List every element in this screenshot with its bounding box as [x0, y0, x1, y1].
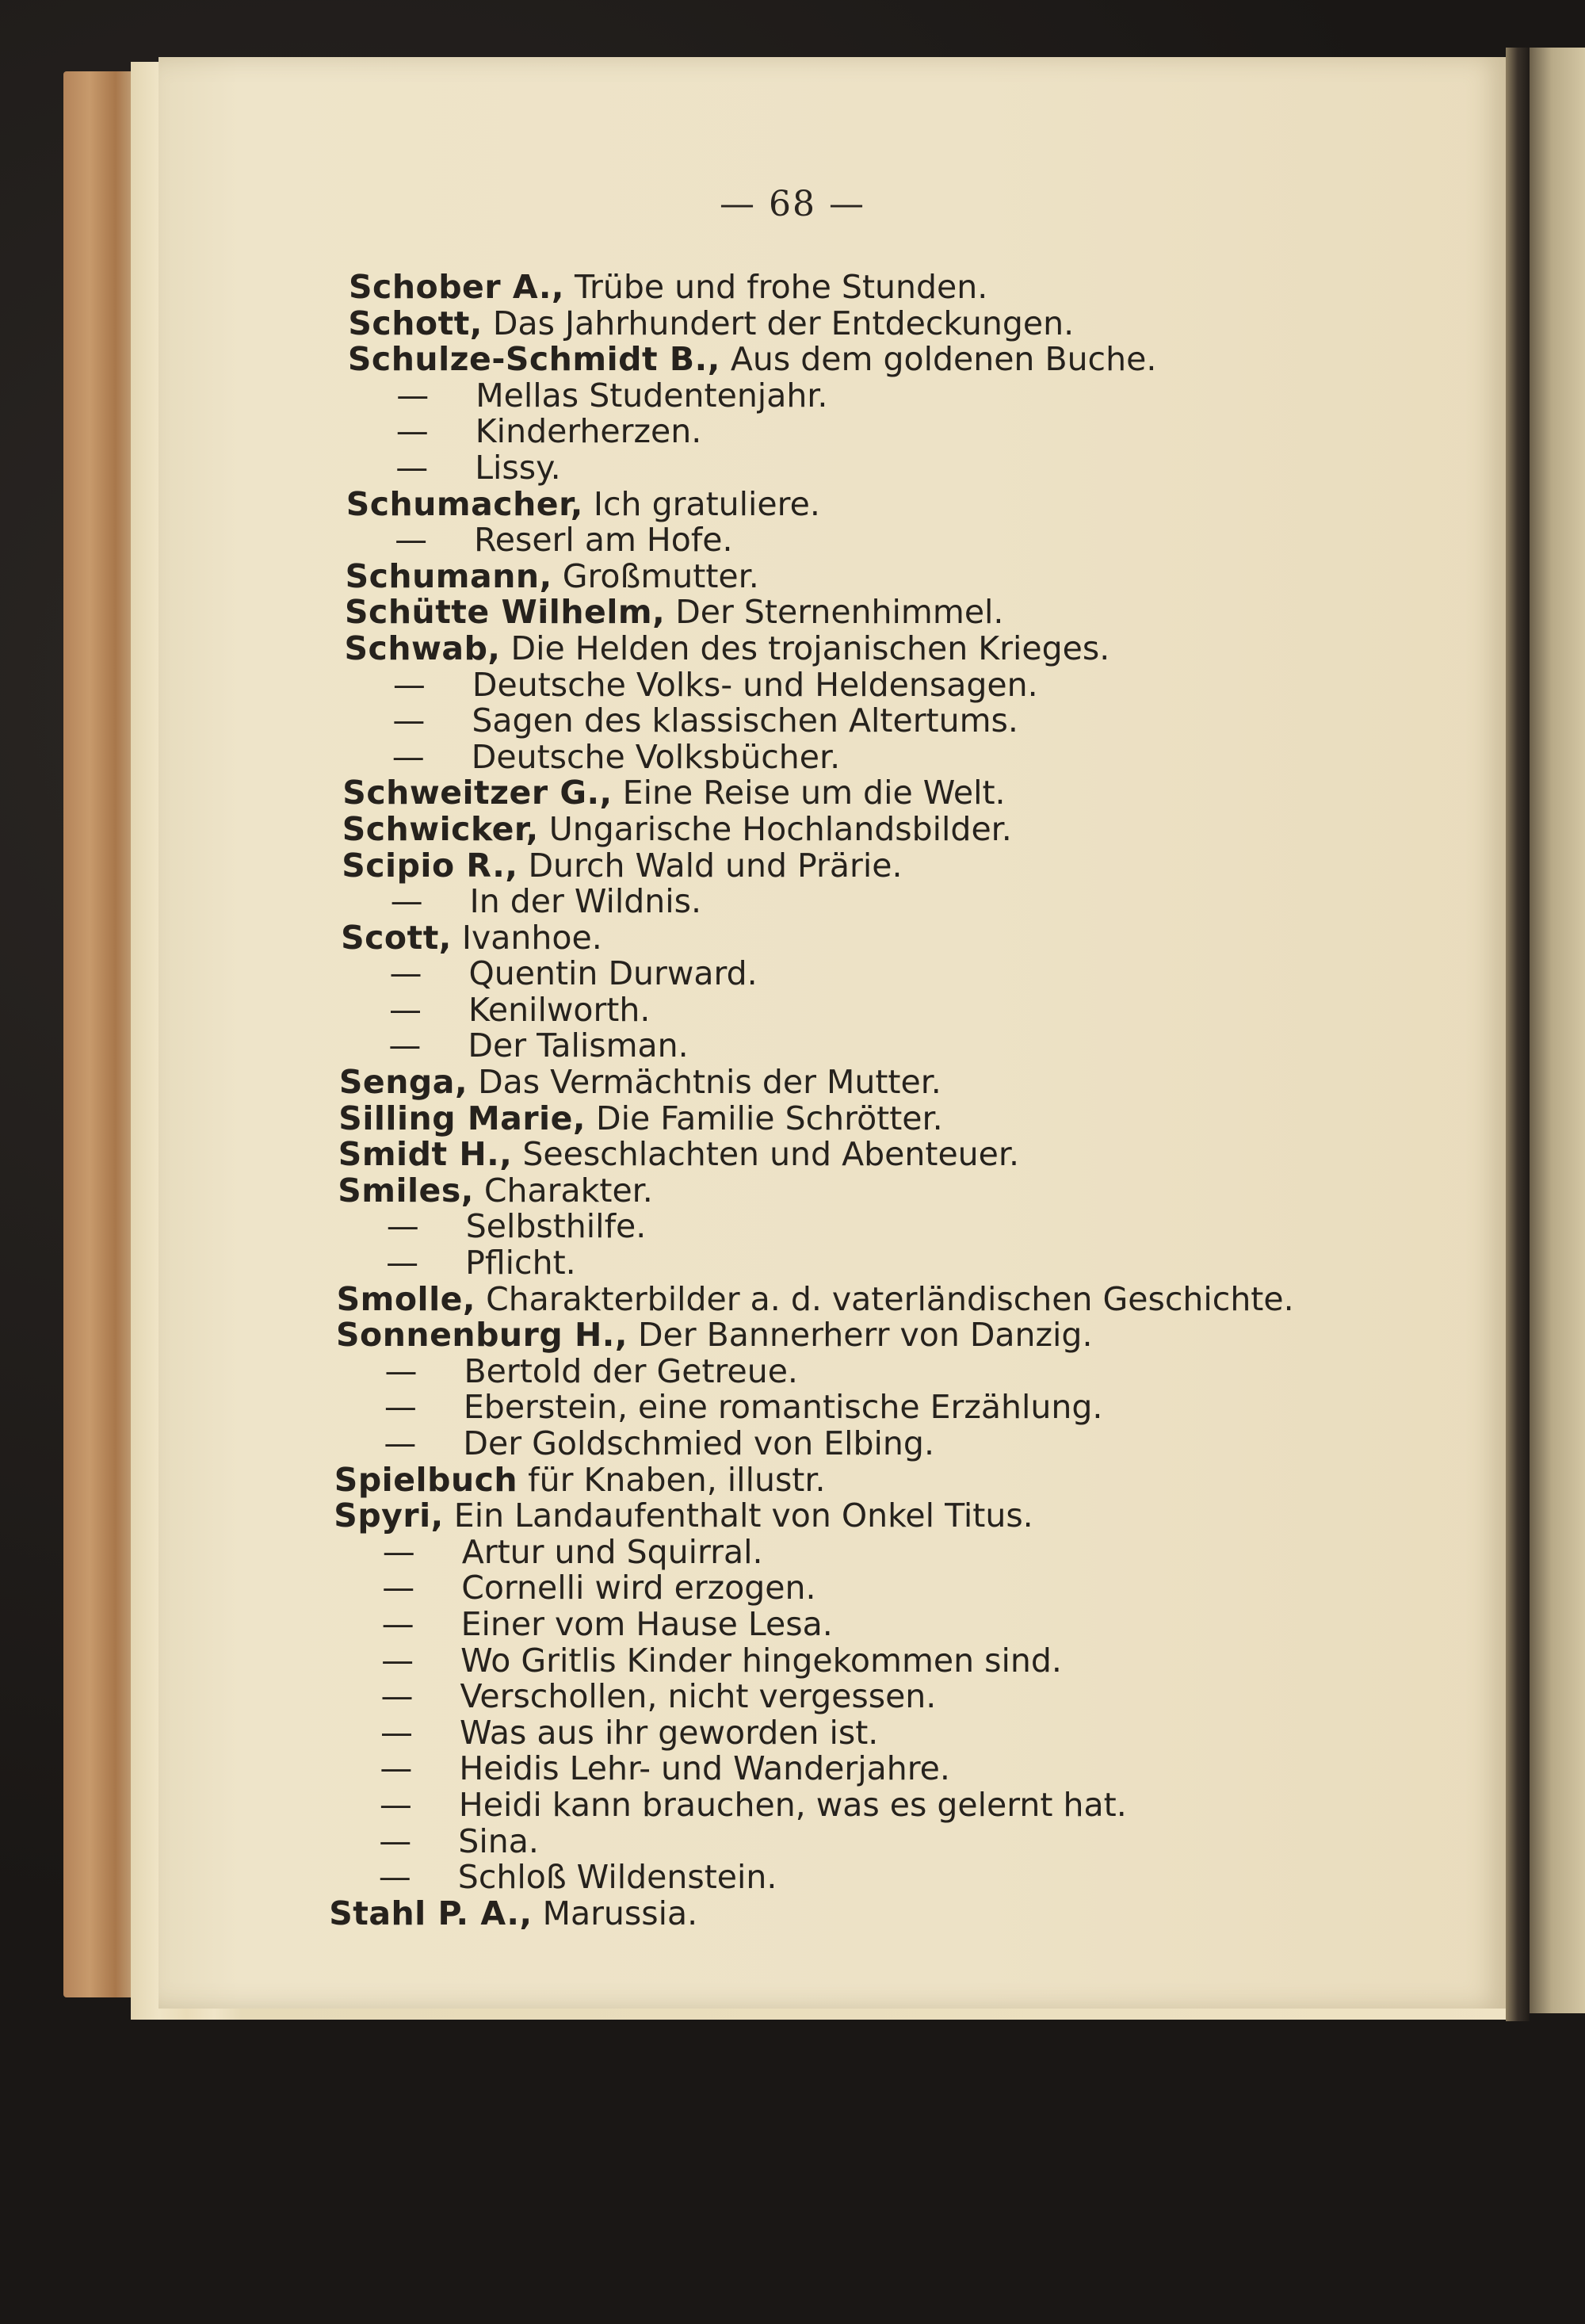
entry-title: Cornelli wird erzogen.	[461, 1569, 816, 1607]
entry-title: Ivanhoe.	[461, 918, 602, 957]
ditto-dash: —	[384, 1351, 418, 1390]
entry-title: Kenilworth.	[468, 990, 651, 1029]
entry-title: Heidi kann brauchen, was es gelernt hat.	[458, 1785, 1127, 1824]
entry-title: Die Familie Schrötter.	[596, 1099, 943, 1137]
entry-title: Ich gratuliere.	[593, 484, 820, 523]
catalog-entry	[347, 378, 1488, 415]
entry-title: Großmutter.	[562, 556, 759, 595]
entry-title: Der Talisman.	[468, 1026, 689, 1065]
entry-title: Artur und Squirral.	[461, 1532, 763, 1571]
catalog-entry	[343, 703, 1484, 740]
catalog-entry	[342, 884, 1483, 920]
entry-author: Spyri,	[334, 1496, 444, 1535]
entry-author: Schott,	[348, 304, 483, 342]
catalog-entry	[334, 1426, 1476, 1462]
ditto-dash: —	[396, 376, 430, 415]
entry-author: Scott,	[341, 918, 452, 957]
entry-title: Das Jahrhundert der Entdeckungen.	[492, 304, 1075, 342]
ditto-dash: —	[379, 1821, 412, 1860]
catalog-entry	[336, 1317, 1477, 1354]
entry-title: Ungarische Hochlandsbilder.	[548, 809, 1012, 848]
entry-title: Der Sternenhimmel.	[675, 593, 1004, 632]
entry-title: Aus dem goldenen Buche.	[730, 340, 1157, 379]
entry-title: Mellas Studentenjahr.	[476, 376, 828, 415]
ditto-dash: —	[380, 1749, 413, 1788]
entry-title: In der Wildnis.	[469, 882, 702, 921]
entry-title: Eberstein, eine romantische Erzählung.	[463, 1388, 1103, 1427]
entry-title: Pflicht.	[465, 1244, 576, 1282]
catalog-entry	[339, 1028, 1480, 1065]
entry-title: Seeschlachten und Abenteuer.	[522, 1135, 1020, 1174]
entry-title: Das Vermächtnis der Mutter.	[478, 1063, 941, 1102]
entry-title: Verschollen, nicht vergessen.	[460, 1677, 937, 1716]
entry-title: Der Bannerherr von Danzig.	[637, 1316, 1093, 1355]
catalog-entry	[341, 956, 1482, 992]
entry-author: Schweitzer G.,	[342, 774, 613, 812]
catalog-entry	[334, 1462, 1476, 1499]
catalog-entry	[335, 1389, 1476, 1426]
entry-title: Bertold der Getreue.	[464, 1351, 798, 1390]
catalog-entry	[330, 1787, 1472, 1824]
catalog-entry	[345, 594, 1486, 631]
catalog-entry	[338, 1101, 1480, 1137]
ditto-dash: —	[395, 448, 429, 487]
entry-title: Selbsthilfe.	[465, 1207, 647, 1246]
entry-title: Deutsche Volksbücher.	[471, 737, 841, 776]
catalog-entry	[342, 809, 1484, 848]
catalog-entry	[345, 631, 1486, 667]
entry-title: Reserl am Hofe.	[474, 521, 733, 560]
entry-author: Spielbuch	[334, 1460, 518, 1499]
entry-author: Schumann,	[345, 556, 552, 595]
entry-title: Deutsche Volks- und Heldensagen.	[472, 665, 1038, 704]
catalog-entry	[340, 992, 1481, 1029]
ditto-dash: —	[384, 1424, 417, 1462]
entry-author: Schumacher,	[346, 484, 583, 523]
catalog-entry	[342, 848, 1483, 885]
ditto-dash: —	[386, 1244, 419, 1282]
entry-title: Charakter.	[483, 1171, 653, 1210]
entry-author: Scipio R.,	[342, 846, 518, 885]
entry-title: Eine Reise um die Welt.	[622, 774, 1006, 812]
catalog-entry	[342, 775, 1484, 812]
entry-author: Schulze-Schmidt B.,	[347, 340, 720, 379]
entry-author: Smidt H.,	[338, 1135, 513, 1174]
catalog-entry	[346, 522, 1487, 559]
entry-author: Schwab,	[344, 629, 501, 667]
entry-title: Die Helden des trojanischen Krieges.	[510, 629, 1110, 667]
ditto-dash: —	[382, 1569, 415, 1607]
catalog-entry	[331, 1715, 1472, 1752]
entry-title: Marussia.	[542, 1894, 698, 1932]
catalog-entry	[345, 556, 1487, 595]
entry-title: Heidis Lehr- und Wanderjahre.	[459, 1749, 950, 1788]
catalog-entry-list	[329, 268, 1490, 1932]
ditto-dash: —	[378, 1858, 411, 1897]
catalog-entry	[334, 1532, 1475, 1571]
entry-title: Kinderherzen.	[475, 412, 702, 451]
entry-title: Sina.	[458, 1821, 539, 1860]
ditto-dash: —	[391, 737, 425, 776]
entry-title: Ein Landaufenthalt von Onkel Titus.	[453, 1496, 1033, 1535]
ditto-dash: —	[379, 1785, 412, 1824]
ditto-dash: —	[395, 412, 429, 451]
entry-title: Wo Gritlis Kinder hingekommen sind.	[460, 1641, 1062, 1680]
entry-title: Trübe und frohe Stunden.	[575, 268, 988, 306]
entry-author: Schwicker,	[342, 809, 539, 848]
catalog-entry	[346, 484, 1488, 523]
ditto-dash: —	[390, 882, 423, 921]
page-number: — 68 —	[720, 184, 865, 224]
ditto-dash: —	[388, 1026, 422, 1065]
entry-author: Senga,	[338, 1063, 468, 1102]
catalog-entry	[333, 1604, 1474, 1643]
facing-page-edge	[1530, 48, 1585, 2013]
entry-title: Lissy.	[475, 448, 561, 487]
ditto-dash: —	[381, 1641, 414, 1680]
ditto-dash: —	[381, 1604, 414, 1643]
catalog-entry	[330, 1751, 1472, 1787]
ditto-dash: —	[384, 1388, 417, 1427]
catalog-entry	[329, 1896, 1470, 1932]
entry-author: Sonnenburg H.,	[336, 1316, 628, 1355]
catalog-entry	[338, 1137, 1480, 1173]
catalog-entry	[348, 306, 1489, 342]
catalog-entry	[349, 269, 1490, 306]
entry-title: Der Goldschmied von Elbing.	[463, 1424, 934, 1462]
entry-title: Durch Wald und Prärie.	[528, 846, 903, 885]
ditto-dash: —	[392, 665, 426, 704]
catalog-entry	[347, 414, 1488, 450]
entry-title: Sagen des klassischen Altertums.	[472, 701, 1018, 740]
catalog-entry	[336, 1351, 1477, 1390]
book-gutter	[1506, 48, 1530, 2021]
ditto-dash: —	[382, 1532, 415, 1571]
entry-title: Quentin Durward.	[468, 954, 758, 993]
entry-author: Stahl P. A.,	[329, 1894, 533, 1932]
entry-author: Smolle,	[336, 1279, 476, 1318]
ditto-dash: —	[389, 990, 422, 1029]
catalog-entry	[332, 1679, 1473, 1715]
catalog-entry	[330, 1860, 1471, 1896]
entry-title: Charakterbilder a. d. vaterländischen Geschichte.	[486, 1279, 1294, 1318]
catalog-entry	[343, 737, 1484, 776]
catalog-entry	[341, 920, 1482, 957]
catalog-entry	[338, 1173, 1479, 1210]
catalog-entry	[339, 1065, 1480, 1101]
entry-author: Schober A.,	[349, 268, 564, 306]
ditto-dash: —	[380, 1677, 414, 1716]
catalog-entry	[337, 1245, 1478, 1282]
catalog-entry	[332, 1643, 1473, 1680]
entry-title: Was aus ihr geworden ist.	[460, 1713, 879, 1752]
ditto-dash: —	[392, 701, 426, 740]
catalog-entry	[346, 450, 1488, 487]
entry-title: Schloß Wildenstein.	[457, 1858, 777, 1897]
entry-author: Smiles,	[338, 1171, 474, 1210]
ditto-dash: —	[386, 1207, 419, 1246]
catalog-entry	[333, 1570, 1474, 1607]
catalog-entry	[330, 1821, 1471, 1860]
entry-author: Silling Marie,	[338, 1099, 586, 1137]
ditto-dash: —	[389, 954, 422, 993]
catalog-entry	[344, 667, 1485, 704]
catalog-entry	[336, 1279, 1478, 1318]
ditto-dash: —	[380, 1713, 413, 1752]
entry-title: für Knaben, illustr.	[528, 1460, 826, 1499]
catalog-entry	[334, 1498, 1475, 1535]
entry-author: Schütte Wilhelm,	[345, 593, 666, 632]
entry-title: Einer vom Hause Lesa.	[460, 1604, 833, 1643]
catalog-entry	[348, 342, 1489, 378]
catalog-entry	[338, 1209, 1479, 1245]
ditto-dash: —	[395, 521, 428, 560]
